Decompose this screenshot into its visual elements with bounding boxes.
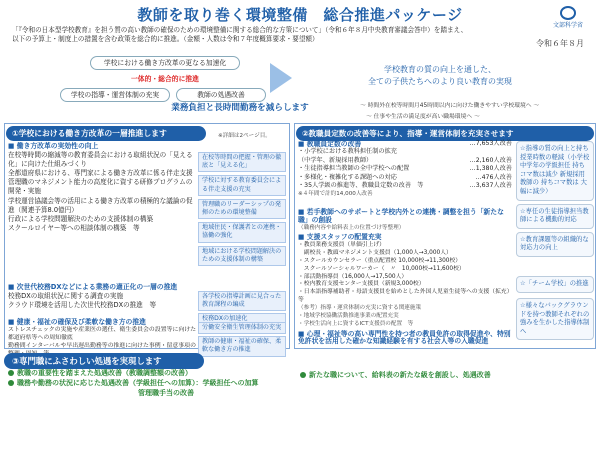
diagram-right-pill: 教師の処遇改善 <box>176 88 266 102</box>
left-arrow-box: 地域住民・保護者との連携・協働の強化 <box>198 222 286 242</box>
right-s3-item: ・教員業務支援員（単価引上げ） <box>298 241 385 248</box>
right-note-box: ☆様々なバックグラウンドを持つ教師それぞれの強みを生かした指導体制へ <box>516 298 594 340</box>
left-arrows-2 <box>198 291 286 326</box>
left-s3-title: ■ 健康・福祉の確保及び柔軟な働き方の推進 <box>8 318 146 326</box>
left-s1-item: スクールロイヤー等への相談体制の構築 等 <box>8 223 140 232</box>
bottom-right <box>300 370 590 380</box>
bottom-item <box>300 370 590 380</box>
right-s3-note: ・地域学校協働活動推進事業の配置充実 <box>298 313 399 320</box>
bullet-icon <box>8 370 14 376</box>
diagram-goal <box>300 64 580 88</box>
diagram-sub-1: ～ 時間外在校等時間月45時間以内に向けた働きやすい学校環境へ ～ <box>360 103 540 109</box>
right-note-box: ☆「チーム学校」の推進 <box>516 276 594 293</box>
left-arrow-box: 教師の健康・福祉の確保、柔軟な働き方の推進 <box>198 336 286 356</box>
intro-text <box>12 26 532 44</box>
right-s1-value: …3,637人改善 <box>469 182 512 190</box>
right-s1-item: ・多様化・複雑化する課題への対応 <box>298 173 397 181</box>
right-s4-title: ■ 心理・福祉等の高い専門性を持つ者の教員免許の取得促進や、特別免許状を活用した確かな知識経験を有する社会人等の入職促進 <box>298 330 511 346</box>
left-s1-item: 全都道府県における、専門家による働き方改革に係る伴走支援 <box>8 169 193 178</box>
diagram-arrow-icon <box>270 63 292 93</box>
right-panel-header: ②教職員定数の改善等により、指導・運営体制を充実させます <box>296 126 594 141</box>
right-note-box: ☆専任の生徒指導担当教師による機動的対応 <box>516 204 594 229</box>
right-s1-value: …1,380人改善 <box>469 165 512 173</box>
right-note-team <box>516 276 594 293</box>
ministry-logo <box>540 6 596 29</box>
left-arrow-box: 各学校の指導計画に見合った教育課程の編成 <box>198 291 286 311</box>
left-s1-item: 学校運営協議会等の活用による働き方改革の積極的な議論の促進（関連予算8.0億円） <box>8 196 193 214</box>
intro-line-2: 以下の予算上・制度上の措置を含む政策を総合的に推進。（金額・人数は令和７年度概算要求・要望額） <box>12 35 319 43</box>
right-s3-item: スクールソーシャルワーカー（ 〃 10,000校→11,600校） <box>298 265 465 272</box>
left-arrow-box: 管理職のリーダーシップの発揮のための環境整備 <box>198 199 286 219</box>
right-s1-item: ・35人学級の推進等、教職員定数の改善 等 <box>298 182 424 190</box>
bottom-header: ③専門職にふさわしい処遇を実現します <box>4 353 204 369</box>
right-s3-item: ・スクールカウンセラー（重点配置校 10,000校→11,300校） <box>298 257 462 264</box>
right-s1-note: ※４年間で計約14,000人改善 <box>298 191 373 198</box>
left-arrow-box: 在校等時間の把握・管理の徹底と「見える化」 <box>198 152 286 172</box>
right-s1-item: （中学年、新規採用教師） <box>298 156 373 164</box>
right-s1-item: ・小学校における教科担任制の拡充 <box>298 148 397 156</box>
right-s1-title: ■ 教職員定数の改善 <box>298 140 362 148</box>
diagram-left-pill: 学校の指導・運営体制の充実 <box>60 88 170 102</box>
left-section-1 <box>8 142 194 233</box>
left-s2-item: 校務DXの取組状況に関する調査の実施 <box>8 292 124 301</box>
right-note-box: ☆指導の質の向上と持ち授業時数の軽減（小学校中学年の学級担任 持ちコマ数は減少 新規採用教師の 持ちコマ数は 大幅に減少） <box>516 141 594 201</box>
left-arrows-1 <box>198 152 286 266</box>
right-s1-item: ・生徒指導担当教師の全中学校への配置 <box>298 165 410 173</box>
left-section-2 <box>8 283 198 310</box>
goal-line-2: 全ての子供たちへのより良い教育の実現 <box>368 77 512 86</box>
left-arrow-box: 地域における学校問題解決のための支援体制の構築 <box>198 246 286 266</box>
right-section-3 <box>298 234 512 329</box>
right-section-2 <box>298 208 512 233</box>
right-s1-value: …2,160人改善 <box>469 156 512 164</box>
diagram-sub-2: ～ 仕事や生活の満足度が高い職場環境へ ～ <box>366 114 480 120</box>
bottom-item <box>8 368 298 378</box>
left-panel-header: ①学校における働き方改革の一層推進します <box>6 126 206 141</box>
bottom-item <box>8 378 298 388</box>
right-s2-title: ■ 若手教師へのサポートと学校内外との連携・調整を担う「新たな職」の創設 <box>298 208 504 225</box>
bottom-left <box>8 368 298 398</box>
left-arrows-3 <box>198 322 286 357</box>
left-arrow-box: 校務DXの加速化 <box>198 313 286 325</box>
bottom-item-text: 新たな職について、給料表の新たな級を創設し、処遇改善 <box>309 371 491 379</box>
left-s1-item: 在校等時間の縮減等の教育委員会における取組状況の「見える化」に向けた仕組みづくり <box>8 151 193 169</box>
burden-banner: 業務負担と長時間勤務を減らします <box>171 103 309 113</box>
right-section-4 <box>298 331 512 345</box>
right-s3-item: ・部活動指導員（16,000人→17,500人） <box>298 273 408 280</box>
left-s1-item: 行政による学校問題解決のための支援体制の構築 <box>8 214 154 223</box>
diagram-center-text: 一体的・総合的に推進 <box>131 75 199 83</box>
left-s3-item: 勤務間インターバルや早出遅出勤務等の推進に向けた事例・留意事項の <box>8 343 196 349</box>
left-arrow-box: 労働安全衛生管理体制の充実 <box>198 322 286 334</box>
bottom-item-text: 職務や勤務の状況に応じた処遇改善（学級担任への加算）：学級担任への加算 <box>17 379 259 387</box>
right-section-1 <box>298 140 512 199</box>
bullet-icon <box>300 372 306 378</box>
right-s3-title: ■ 支援スタッフの配置充実 <box>298 233 382 241</box>
right-notes <box>516 141 594 257</box>
left-arrow-box: 学校に対する教育委員会による伴走支援の充実 <box>198 175 286 195</box>
right-s3-item: ・日本語指導補助者・母語支援員を始めとした外国人児童生徒等への支援（拡充）等 <box>298 289 510 304</box>
left-s2-title: ■ 次世代校務DXなどによる業務の適正化の一層の推進 <box>8 283 178 291</box>
left-s1-item: 管理職のマネジメント能力の高度化に資する研修プログラムの開発・実施 <box>8 178 193 196</box>
left-s1-title: ■ 働き方改革の実効性の向上 <box>8 142 99 150</box>
ministry-mark-icon <box>560 6 576 20</box>
right-s2-note: （職務内容や給料表上の位置づけ等整理） <box>298 225 405 232</box>
intro-line-1: 「『令和の日本型学校教育』を担う質の高い教師の確保のための環境整備に関する総合的な方策について」（令和６年８月中央教育審議会答申）を踏まえ、 <box>12 26 468 34</box>
right-s3-note: （参考）指導・運営体制の充実に資する関連施策 <box>298 305 422 312</box>
ministry-name: 文部科学省 <box>552 22 583 29</box>
right-s3-note: ・学校生活向上に資するICT支援員の配置 等 <box>298 320 414 327</box>
right-s1-total: …7,653人改善 <box>469 140 512 147</box>
left-section-3 <box>8 318 198 358</box>
diagram-top-pill: 学校における働き方改革の更なる加速化 <box>90 56 240 70</box>
bottom-item-text: 教職の重要性を踏まえた処遇改善（教職調整額の改善） <box>17 369 192 377</box>
bullet-icon <box>8 380 14 386</box>
document-date: 令和６年８月 <box>536 39 584 48</box>
left-panel-note: ※詳細は2ページ目。 <box>218 133 271 139</box>
right-note-box: ☆教育課題等の組織的な対応力の向上 <box>516 232 594 257</box>
right-s3-item: ・校内教育支援センター支援員（新規3,000校） <box>298 281 425 288</box>
goal-line-1: 学校教育の質の向上を通した、 <box>384 65 496 74</box>
left-s2-item: クラウド環境を活用した次世代校務DXの推進 等 <box>8 301 157 310</box>
page-title: 教師を取り巻く環境整備 総合推進パッケージ <box>137 6 463 24</box>
bottom-item-cont: 管理職手当の改善 <box>138 389 194 397</box>
left-s3-item: ストレスチェックの実施や産業医の選任、衛生委員会の設置等に向けた都道府県等への周知徹底 <box>8 327 197 341</box>
right-note-background <box>516 298 594 340</box>
right-s1-value: …476人改善 <box>475 173 512 181</box>
right-s3-item: 副校長・教頭マネジメント支援員（1,000人→3,000人） <box>298 249 452 256</box>
